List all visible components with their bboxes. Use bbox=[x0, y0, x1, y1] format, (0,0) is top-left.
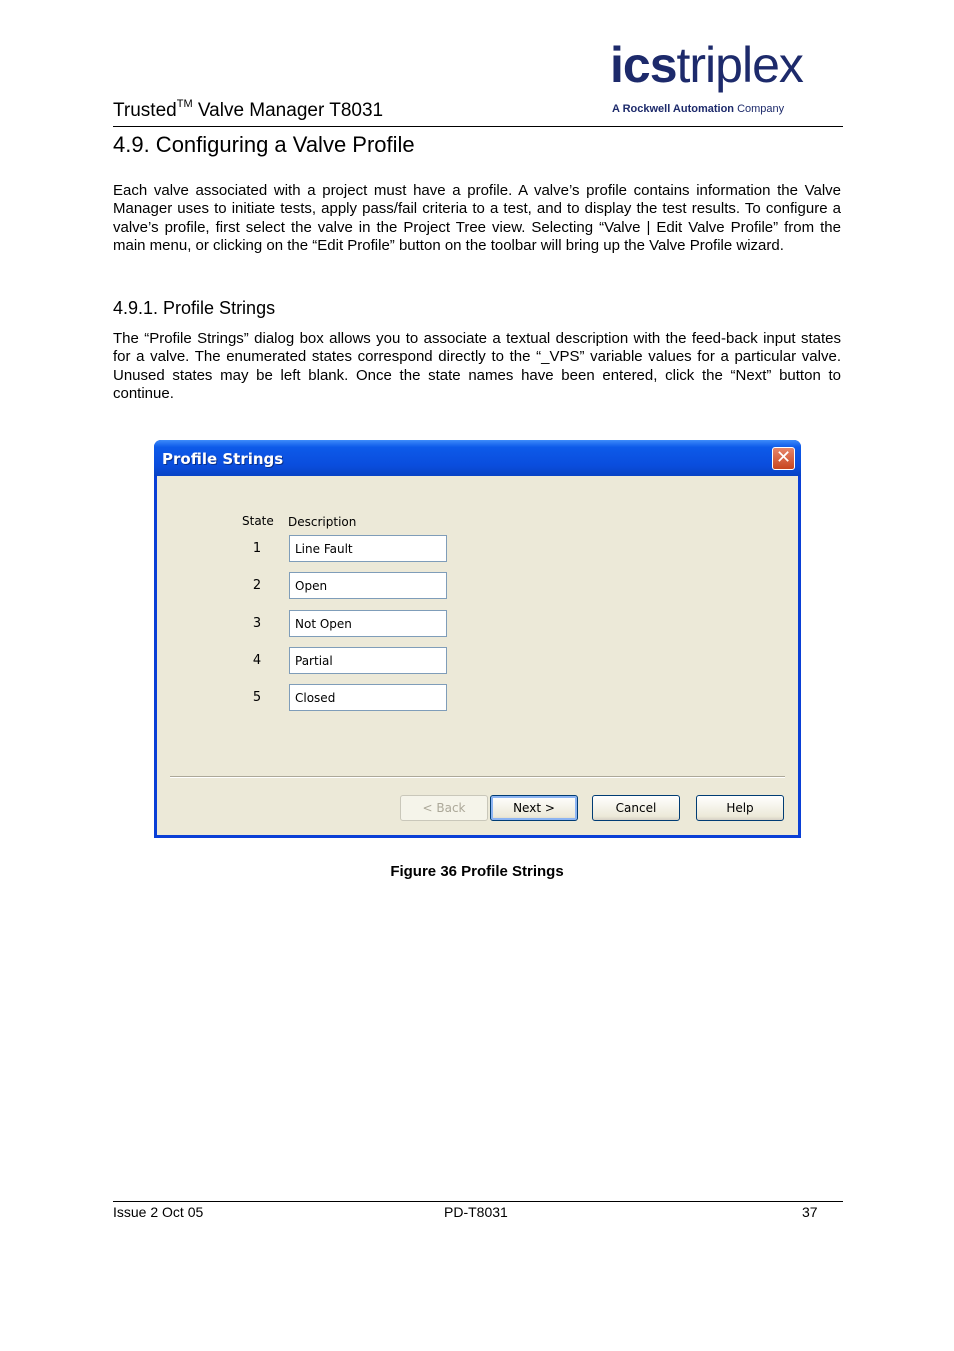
help-button[interactable]: Help bbox=[696, 795, 784, 821]
subsection-heading: 4.9.1. Profile Strings bbox=[113, 298, 276, 318]
next-button[interactable]: Next > bbox=[490, 795, 578, 821]
dialog-titlebar[interactable] bbox=[154, 440, 801, 476]
state-number: 5 bbox=[252, 690, 262, 705]
state-number: 4 bbox=[252, 653, 262, 668]
description-field-2[interactable] bbox=[289, 572, 447, 599]
profile-strings-dialog bbox=[154, 440, 801, 838]
description-field-1[interactable] bbox=[289, 535, 447, 562]
header-rule bbox=[113, 126, 843, 127]
footer-issue: Issue 2 Oct 05 bbox=[113, 1204, 204, 1220]
close-icon[interactable]: ✕ bbox=[772, 447, 795, 470]
state-number: 2 bbox=[252, 578, 262, 593]
description-column-header: Description bbox=[288, 515, 357, 529]
logo-ics: ics bbox=[610, 37, 677, 93]
figure-caption: Figure 36 Profile Strings bbox=[390, 863, 564, 880]
footer-doc-id: PD-T8031 bbox=[444, 1204, 508, 1220]
dialog-client-area bbox=[157, 476, 798, 835]
state-column-header: State bbox=[242, 514, 274, 528]
logo-tagline: A Rockwell Automation bbox=[612, 103, 735, 115]
state-number: 1 bbox=[252, 541, 262, 556]
logo-triplex: triplex bbox=[676, 37, 803, 93]
description-field-5[interactable] bbox=[289, 684, 447, 711]
section-heading: 4.9. Configuring a Valve Profile bbox=[113, 132, 415, 157]
logo-company: Company bbox=[734, 103, 785, 115]
back-button[interactable]: < Back bbox=[400, 795, 488, 821]
description-field-4[interactable] bbox=[289, 647, 447, 674]
dialog-title: Profile Strings bbox=[162, 450, 284, 468]
trademark-sup: TM bbox=[176, 98, 193, 110]
button-separator bbox=[170, 776, 785, 778]
description-field-3[interactable] bbox=[289, 610, 447, 637]
ics-triplex-logo bbox=[610, 37, 843, 116]
state-number: 3 bbox=[252, 616, 262, 631]
section-paragraph: Each valve associated with a project must have a profile. A valve’s profile contains information the Valve Manager uses to initiate tests, apply pass/fail criteria to a test, and to display the test results. To configure a valve’s profile, first select the valve in the Project Tree view. Selecting “Valve | Edit Valve Profile” from the main menu, or clicking on the “Edit Profile” button on the toolbar will bring up the Valve Profile wizard. bbox=[113, 182, 841, 254]
cancel-button[interactable]: Cancel bbox=[592, 795, 680, 821]
subsection-paragraph: The “Profile Strings” dialog box allows you to associate a textual description with the feed-back input states for a valve. The enumerated states correspond directly to the “_VPS” variable values for a particular valve. Unused states may be left blank. Once the state names have been entered, click the “Next” button to continue. bbox=[113, 330, 841, 402]
footer-rule bbox=[113, 1201, 843, 1202]
document-title: Trusted™ Valve Manager T8031 bbox=[113, 98, 384, 121]
footer-page-number: 37 bbox=[802, 1204, 818, 1220]
